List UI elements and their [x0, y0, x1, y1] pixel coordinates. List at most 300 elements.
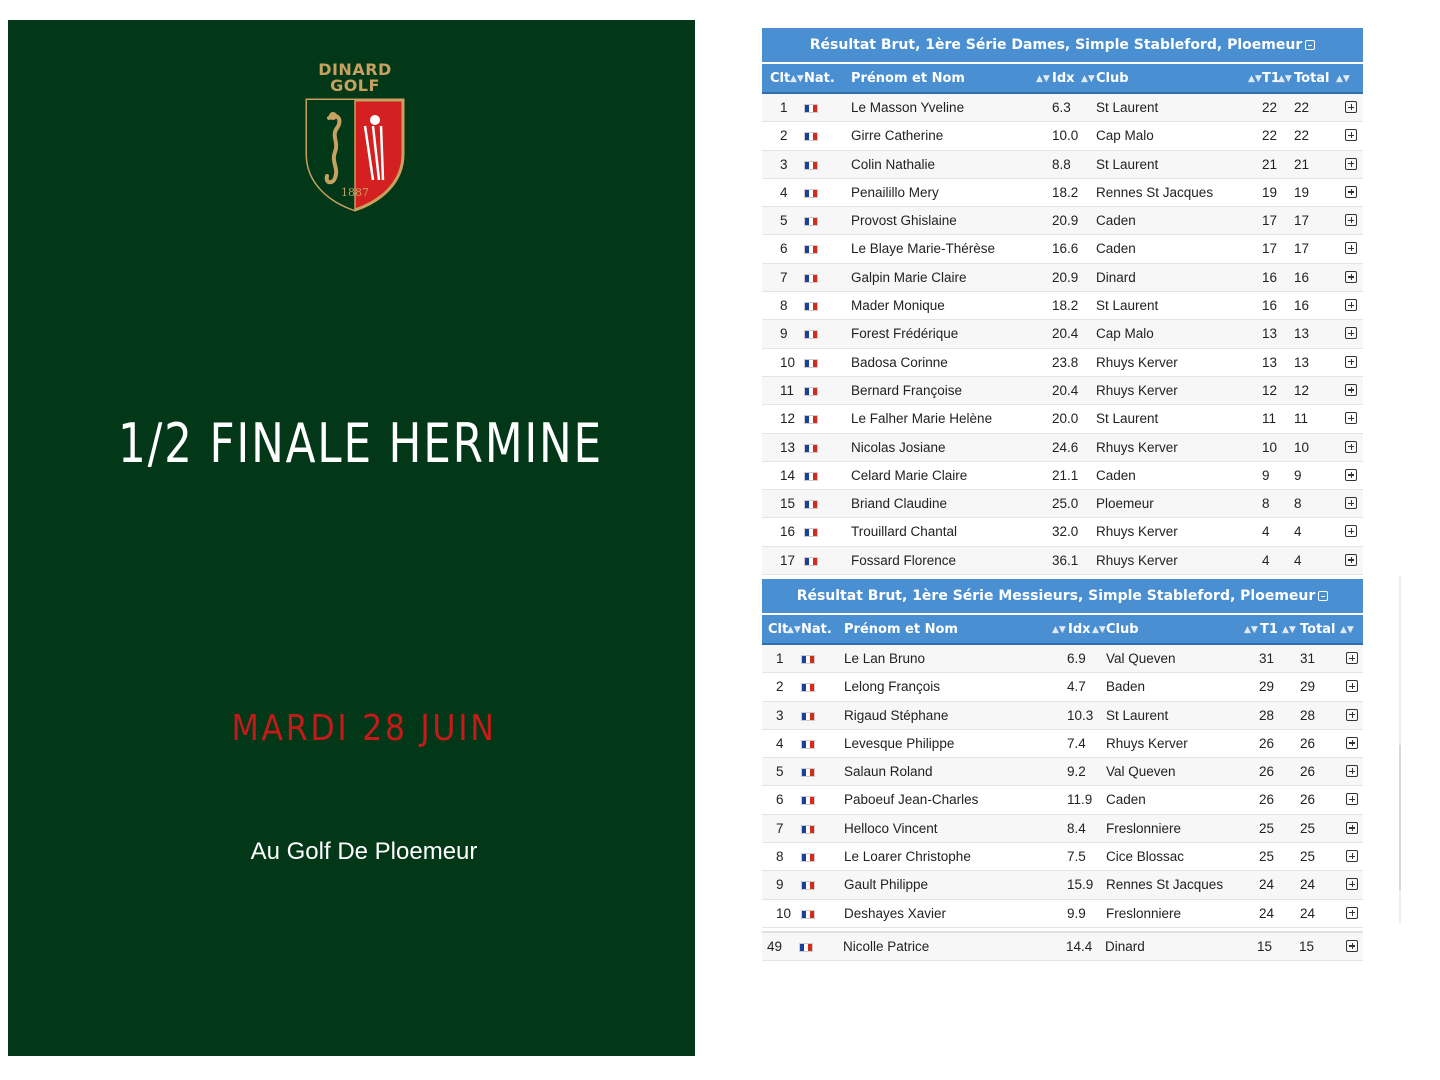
sort-icon[interactable]: ▲▼ — [1340, 625, 1354, 635]
cell-rank: 3 — [776, 707, 784, 723]
cell-name: Colin Nathalie — [851, 156, 936, 172]
logo-year: 1887 — [341, 186, 369, 199]
table-row[interactable] — [762, 933, 1363, 961]
france-flag-icon — [801, 825, 815, 834]
cell-club: Rhuys Kerver — [1106, 735, 1188, 751]
france-flag-icon — [804, 359, 818, 368]
cell-name: Penailillo Mery — [851, 184, 939, 200]
table-row[interactable] — [762, 207, 1363, 235]
poster-location: Au Golf De Ploemeur — [250, 838, 478, 865]
cell-club: St Laurent — [1096, 156, 1159, 172]
table-row[interactable] — [762, 179, 1363, 207]
cell-index: 21.1 — [1052, 467, 1079, 483]
cell-t1: 21 — [1262, 156, 1278, 172]
cell-rank: 7 — [776, 820, 784, 836]
cell-club: Dinard — [1096, 269, 1136, 285]
cell-rank: 5 — [780, 213, 788, 229]
table-row[interactable] — [762, 434, 1363, 462]
cell-t1: 8 — [1262, 496, 1270, 512]
cell-total: 31 — [1300, 651, 1316, 666]
france-flag-icon — [801, 655, 815, 664]
cell-index: 20.4 — [1052, 326, 1079, 342]
cell-club: Caden — [1106, 792, 1146, 808]
expand-plus-icon[interactable] — [1345, 356, 1357, 368]
cell-club: Rhuys Kerver — [1096, 382, 1178, 398]
header-t1[interactable]: T1 — [1260, 622, 1278, 637]
cell-club: Rennes St Jacques — [1106, 877, 1224, 893]
france-flag-icon — [804, 472, 818, 481]
expand-plus-icon[interactable] — [1345, 299, 1357, 311]
table-title[interactable] — [762, 28, 1363, 62]
cell-index: 18.2 — [1052, 298, 1079, 314]
france-flag-icon — [804, 245, 818, 254]
cell-index: 36.1 — [1052, 552, 1079, 568]
cell-club: Rhuys Kerver — [1096, 552, 1178, 568]
cell-index: 15.9 — [1067, 877, 1094, 893]
france-flag-icon — [801, 796, 815, 805]
table-row[interactable] — [762, 702, 1363, 730]
header-total[interactable]: Total — [1294, 71, 1330, 86]
france-flag-icon — [801, 683, 815, 692]
cell-t1: 4 — [1262, 524, 1270, 540]
cell-total: 11 — [1294, 411, 1309, 427]
cell-club: Cap Malo — [1096, 128, 1154, 144]
cell-total: 25 — [1300, 849, 1316, 865]
cell-rank: 16 — [780, 524, 796, 540]
table-title-text: Résultat Brut, 1ère Série Messieurs, Simple Stableford, Ploemeur — [796, 588, 1316, 604]
cell-club: Freslonniere — [1106, 905, 1182, 921]
cell-name: Nicolas Josiane — [851, 439, 946, 455]
france-flag-icon — [804, 415, 818, 424]
cell-t1: 13 — [1262, 326, 1278, 342]
scrollbar-thumb[interactable] — [1399, 745, 1401, 890]
cell-index: 7.4 — [1067, 735, 1086, 751]
cell-total: 17 — [1294, 213, 1310, 229]
table-row[interactable] — [762, 730, 1363, 758]
expand-plus-icon[interactable] — [1345, 158, 1357, 170]
cell-t1: 9 — [1262, 467, 1270, 483]
cell-t1: 17 — [1262, 213, 1278, 229]
expand-plus-icon[interactable] — [1345, 101, 1357, 113]
cell-club: Freslonniere — [1106, 820, 1182, 836]
france-flag-icon — [801, 712, 815, 721]
cell-t1: 29 — [1259, 679, 1275, 695]
cell-club: St Laurent — [1106, 707, 1169, 723]
cell-club: St Laurent — [1096, 100, 1159, 115]
cell-total: 9 — [1294, 467, 1302, 483]
cell-t1: 16 — [1262, 298, 1278, 314]
cell-t1: 4 — [1262, 552, 1270, 568]
cell-name: Briand Claudine — [851, 496, 948, 512]
cell-rank: 14 — [780, 467, 796, 483]
sort-icon[interactable]: ▲▼ — [1052, 625, 1066, 635]
expand-plus-icon[interactable] — [1346, 709, 1358, 721]
table-row[interactable] — [762, 758, 1363, 786]
table-row[interactable] — [762, 815, 1363, 843]
sort-icon[interactable]: ▲▼ — [787, 625, 801, 635]
expand-plus-icon[interactable] — [1345, 214, 1357, 226]
cell-club: St Laurent — [1096, 411, 1159, 427]
expand-plus-icon[interactable] — [1345, 412, 1357, 424]
header-t1[interactable]: T1 — [1262, 71, 1280, 86]
cell-name: Galpin Marie Claire — [851, 269, 967, 285]
table-header — [762, 615, 1363, 645]
cell-rank: 9 — [776, 877, 784, 893]
cell-club: Cap Malo — [1096, 326, 1154, 342]
table-row[interactable] — [762, 349, 1363, 377]
cell-rank: 9 — [780, 326, 788, 342]
expand-plus-icon[interactable] — [1345, 327, 1357, 339]
france-flag-icon — [804, 274, 818, 283]
cell-index: 8.8 — [1052, 156, 1071, 172]
cell-t1: 19 — [1262, 184, 1278, 200]
cell-name: Le Lan Bruno — [844, 651, 926, 666]
header-club[interactable]: Club — [1096, 71, 1129, 86]
france-flag-icon — [804, 500, 818, 509]
cell-index: 20.9 — [1052, 213, 1079, 229]
cell-total: 26 — [1300, 735, 1316, 751]
logo-text-dinard: DINARD — [318, 60, 392, 79]
logo-text-golf: GOLF — [330, 76, 380, 95]
expand-plus-icon[interactable] — [1346, 793, 1358, 805]
table-body — [762, 94, 1363, 575]
header-total[interactable]: Total — [1300, 622, 1336, 637]
expand-plus-icon[interactable] — [1346, 680, 1358, 692]
header-clt[interactable]: Clt — [768, 622, 789, 637]
cell-rank: 1 — [776, 651, 784, 666]
expand-plus-icon[interactable] — [1346, 907, 1358, 919]
table-row[interactable] — [762, 122, 1363, 150]
cell-club: Caden — [1096, 241, 1136, 257]
collapse-icon[interactable] — [1305, 40, 1315, 50]
france-flag-icon — [804, 161, 818, 170]
expand-plus-icon[interactable] — [1345, 384, 1357, 396]
france-flag-icon — [801, 910, 815, 919]
header-club[interactable]: Club — [1106, 622, 1139, 637]
cell-rank: 49 — [767, 938, 783, 954]
cell-rank: 11 — [780, 382, 795, 398]
cell-index: 8.4 — [1067, 820, 1086, 836]
cell-name: Badosa Corinne — [851, 354, 948, 370]
cell-rank: 17 — [780, 552, 796, 568]
cell-index: 6.3 — [1052, 100, 1071, 115]
cell-total: 22 — [1294, 100, 1310, 115]
cell-club: Caden — [1096, 213, 1136, 229]
shield-crest-icon — [303, 96, 407, 212]
cell-name: Mader Monique — [851, 298, 945, 314]
cell-club: Rhuys Kerver — [1096, 524, 1178, 540]
cell-t1: 11 — [1262, 411, 1277, 427]
cell-t1: 26 — [1259, 792, 1275, 808]
france-flag-icon — [801, 881, 815, 890]
expand-plus-icon[interactable] — [1346, 765, 1358, 777]
cell-t1: 25 — [1259, 820, 1275, 836]
cell-index: 10.0 — [1052, 128, 1079, 144]
cell-total: 21 — [1294, 156, 1310, 172]
cell-rank: 15 — [780, 496, 796, 512]
expand-plus-icon[interactable] — [1346, 878, 1358, 890]
france-flag-icon — [804, 302, 818, 311]
cell-name: Levesque Philippe — [844, 735, 955, 751]
cell-club: St Laurent — [1096, 298, 1159, 314]
cell-index: 6.9 — [1067, 651, 1086, 666]
table-row[interactable] — [762, 518, 1363, 546]
table-row[interactable] — [762, 673, 1363, 701]
france-flag-icon — [801, 853, 815, 862]
header-nat[interactable]: Nat. — [801, 622, 832, 637]
cell-index: 23.8 — [1052, 354, 1079, 370]
table-row[interactable] — [762, 264, 1363, 292]
header-idx[interactable]: Idx — [1052, 71, 1075, 86]
cell-name: Le Blaye Marie-Thérèse — [851, 241, 996, 257]
expand-plus-icon[interactable] — [1345, 186, 1357, 198]
cell-name: Rigaud Stéphane — [844, 707, 949, 723]
cell-index: 16.6 — [1052, 241, 1079, 257]
expand-plus-icon[interactable] — [1345, 129, 1357, 141]
cell-total: 16 — [1294, 269, 1310, 285]
sort-icon[interactable]: ▲▼ — [1282, 625, 1296, 635]
cell-t1: 31 — [1259, 651, 1275, 666]
table-row[interactable] — [762, 235, 1363, 263]
table-row[interactable] — [762, 405, 1363, 433]
france-flag-icon — [801, 740, 815, 749]
cell-name: Helloco Vincent — [844, 820, 938, 836]
poster-date: MARDI 28 JUIN — [231, 708, 497, 749]
table-row[interactable] — [762, 151, 1363, 179]
poster-title: 1/2 FINALE HERMINE — [118, 412, 603, 475]
table-row[interactable] — [762, 377, 1363, 405]
cell-total: 25 — [1300, 820, 1316, 836]
cell-rank: 13 — [780, 439, 796, 455]
cell-club: Val Queven — [1106, 764, 1176, 780]
cell-name: Provost Ghislaine — [851, 213, 957, 229]
expand-plus-icon[interactable] — [1345, 242, 1357, 254]
cell-name: Fossard Florence — [851, 552, 957, 568]
cell-total: 16 — [1294, 298, 1310, 314]
cell-t1: 22 — [1262, 128, 1278, 144]
cell-club: Caden — [1096, 467, 1136, 483]
cell-t1: 24 — [1259, 905, 1275, 921]
sort-icon[interactable]: ▲▼ — [1036, 74, 1050, 84]
cell-total: 22 — [1294, 128, 1310, 144]
cell-rank: 4 — [776, 735, 784, 751]
cell-index: 25.0 — [1052, 496, 1079, 512]
table-row[interactable] — [762, 292, 1363, 320]
cell-index: 20.4 — [1052, 382, 1079, 398]
cell-total: 26 — [1300, 792, 1316, 808]
cell-club: Rennes St Jacques — [1096, 184, 1214, 200]
cell-total: 26 — [1300, 764, 1316, 780]
france-flag-icon — [804, 528, 818, 537]
sort-icon[interactable]: ▲▼ — [1336, 74, 1350, 84]
expand-plus-icon[interactable] — [1346, 652, 1358, 664]
cell-name: Celard Marie Claire — [851, 467, 968, 483]
table-row[interactable] — [762, 645, 1363, 673]
cell-name: Deshayes Xavier — [844, 905, 947, 921]
cell-name: Lelong François — [844, 679, 941, 695]
cell-total: 19 — [1294, 184, 1310, 200]
cell-t1: 22 — [1262, 100, 1278, 115]
header-name[interactable]: Prénom et Nom — [851, 71, 965, 86]
cell-index: 18.2 — [1052, 184, 1079, 200]
header-clt[interactable]: Clt — [770, 71, 791, 86]
table-row[interactable] — [762, 547, 1363, 575]
cell-total: 13 — [1294, 354, 1310, 370]
cell-total: 24 — [1300, 877, 1316, 893]
table-body-extra — [762, 931, 1363, 961]
cell-rank: 2 — [780, 128, 788, 144]
cell-rank: 5 — [776, 764, 784, 780]
cell-club: Rhuys Kerver — [1096, 439, 1178, 455]
expand-plus-icon[interactable] — [1346, 940, 1358, 952]
table-row[interactable] — [762, 320, 1363, 348]
cell-name: Paboeuf Jean-Charles — [844, 792, 979, 808]
cell-t1: 24 — [1259, 877, 1275, 893]
cell-t1: 12 — [1262, 382, 1278, 398]
event-poster — [8, 20, 695, 1056]
header-nat[interactable]: Nat. — [804, 71, 835, 86]
france-flag-icon — [804, 387, 818, 396]
cell-name: Bernard Françoise — [851, 382, 963, 398]
cell-total: 10 — [1294, 439, 1310, 455]
table-header — [762, 64, 1363, 94]
expand-plus-icon[interactable] — [1345, 554, 1357, 566]
cell-total: 8 — [1294, 496, 1302, 512]
cell-name: Girre Catherine — [851, 128, 944, 144]
cell-club: Cice Blossac — [1106, 849, 1185, 865]
expand-plus-icon[interactable] — [1345, 441, 1357, 453]
sort-icon[interactable]: ▲▼ — [1244, 625, 1258, 635]
france-flag-icon — [799, 943, 813, 952]
cell-rank: 7 — [780, 269, 788, 285]
table-title-text: Résultat Brut, 1ère Série Dames, Simple Stableford, Ploemeur — [809, 37, 1303, 53]
cell-name: Gault Philippe — [844, 877, 929, 893]
table-row[interactable] — [762, 900, 1363, 928]
cell-t1: 16 — [1262, 269, 1278, 285]
cell-rank: 10 — [780, 354, 796, 370]
table-row[interactable] — [762, 786, 1363, 814]
cell-index: 20.9 — [1052, 269, 1079, 285]
france-flag-icon — [804, 132, 818, 141]
cell-rank: 12 — [780, 411, 796, 427]
cell-t1: 25 — [1259, 849, 1275, 865]
cell-rank: 3 — [780, 156, 788, 172]
sort-icon[interactable]: ▲▼ — [1278, 74, 1292, 84]
table-row[interactable] — [762, 490, 1363, 518]
header-name[interactable]: Prénom et Nom — [844, 622, 958, 637]
cell-total: 17 — [1294, 241, 1310, 257]
table-body — [762, 645, 1363, 928]
cell-total: 4 — [1294, 552, 1302, 568]
france-flag-icon — [804, 189, 818, 198]
cell-total: 13 — [1294, 326, 1310, 342]
cell-rank: 6 — [780, 241, 788, 257]
france-flag-icon — [804, 444, 818, 453]
cell-name: Le Masson Yveline — [851, 100, 965, 115]
cell-name: Trouillard Chantal — [851, 524, 958, 540]
table-row[interactable] — [762, 871, 1363, 899]
cell-total: 4 — [1294, 524, 1302, 540]
cell-club: Rhuys Kerver — [1096, 354, 1178, 370]
expand-plus-icon[interactable] — [1346, 737, 1358, 749]
cell-total: 24 — [1300, 905, 1316, 921]
table-row[interactable] — [762, 462, 1363, 490]
france-flag-icon — [804, 217, 818, 226]
expand-plus-icon[interactable] — [1345, 497, 1357, 509]
france-flag-icon — [804, 557, 818, 566]
results-table-messieurs — [762, 579, 1363, 961]
cell-name: Le Falher Marie Helène — [851, 411, 993, 427]
cell-club: Dinard — [1105, 938, 1145, 954]
cell-index: 10.3 — [1067, 707, 1094, 723]
cell-t1: 13 — [1262, 354, 1278, 370]
cell-name: Forest Frédérique — [851, 326, 959, 342]
sort-icon[interactable]: ▲▼ — [1092, 625, 1106, 635]
cell-club: Val Queven — [1106, 651, 1176, 666]
cell-t1: 15 — [1257, 938, 1273, 954]
header-idx[interactable]: Idx — [1068, 622, 1091, 637]
cell-name: Le Loarer Christophe — [844, 849, 971, 865]
cell-total: 29 — [1300, 679, 1316, 695]
results-table-dames — [762, 28, 1363, 575]
cell-club: Baden — [1106, 679, 1146, 695]
expand-plus-icon[interactable] — [1346, 822, 1358, 834]
cell-index: 20.0 — [1052, 411, 1079, 427]
cell-index: 32.0 — [1052, 524, 1079, 540]
sort-icon[interactable]: ▲▼ — [1248, 74, 1262, 84]
sort-icon[interactable]: ▲▼ — [1081, 74, 1095, 84]
cell-t1: 10 — [1262, 439, 1278, 455]
cell-rank: 1 — [780, 100, 788, 115]
collapse-icon[interactable] — [1318, 591, 1328, 601]
cell-index: 9.2 — [1067, 764, 1086, 780]
cell-rank: 10 — [776, 905, 792, 921]
table-row[interactable] — [762, 94, 1363, 122]
cell-t1: 26 — [1259, 735, 1275, 751]
cell-total: 15 — [1299, 938, 1315, 954]
expand-plus-icon[interactable] — [1345, 469, 1357, 481]
expand-plus-icon[interactable] — [1345, 271, 1357, 283]
cell-t1: 17 — [1262, 241, 1278, 257]
cell-index: 9.9 — [1067, 905, 1086, 921]
expand-plus-icon[interactable] — [1345, 525, 1357, 537]
france-flag-icon — [801, 768, 815, 777]
cell-rank: 8 — [780, 298, 788, 314]
sort-icon[interactable]: ▲▼ — [790, 74, 804, 84]
cell-t1: 28 — [1259, 707, 1275, 723]
table-title[interactable] — [762, 579, 1363, 613]
table-row[interactable] — [762, 843, 1363, 871]
cell-total: 28 — [1300, 707, 1316, 723]
cell-index: 4.7 — [1067, 679, 1086, 695]
cell-t1: 26 — [1259, 764, 1275, 780]
cell-index: 14.4 — [1066, 938, 1093, 954]
cell-rank: 6 — [776, 792, 784, 808]
dinard-golf-logo — [303, 60, 407, 212]
cell-rank: 4 — [780, 184, 788, 200]
cell-rank: 8 — [776, 849, 784, 865]
cell-name: Salaun Roland — [844, 764, 933, 780]
cell-index: 24.6 — [1052, 439, 1079, 455]
cell-name: Nicolle Patrice — [843, 938, 930, 954]
france-flag-icon — [804, 330, 818, 339]
cell-index: 11.9 — [1067, 792, 1093, 808]
cell-club: Ploemeur — [1096, 496, 1154, 512]
cell-total: 12 — [1294, 382, 1310, 398]
cell-index: 7.5 — [1067, 849, 1086, 865]
expand-plus-icon[interactable] — [1346, 850, 1358, 862]
france-flag-icon — [804, 104, 818, 113]
